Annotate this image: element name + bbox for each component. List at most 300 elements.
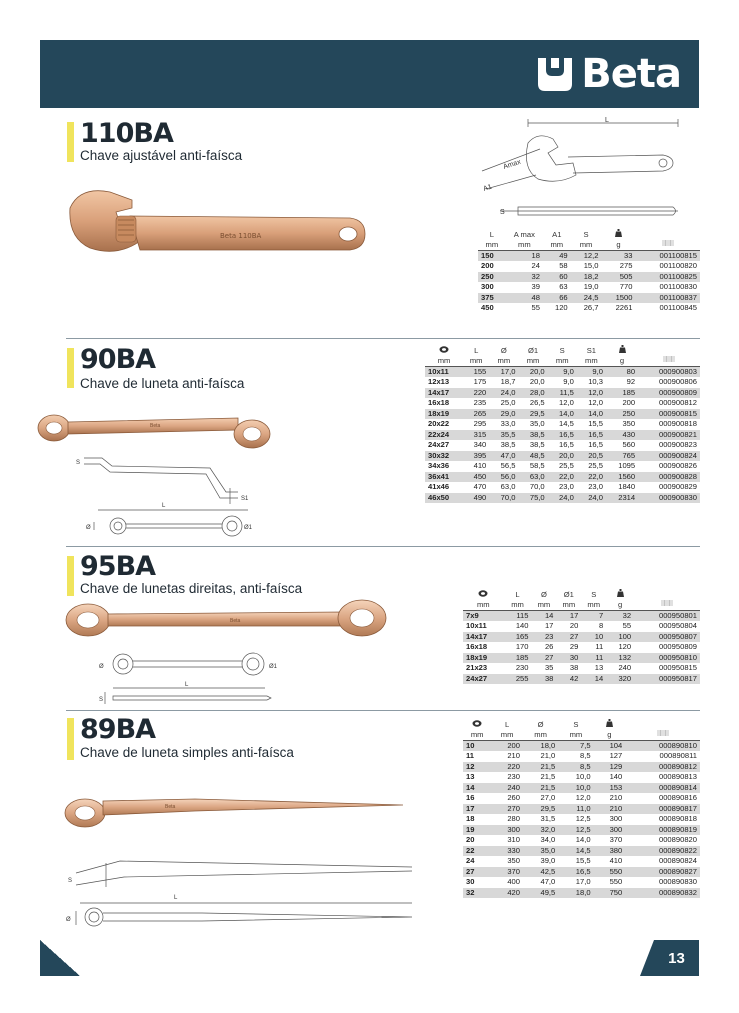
table-cell: 14,0 [577, 409, 606, 420]
table-cell: 000900818 [658, 419, 697, 428]
diagram-label-l: L [185, 682, 189, 688]
table-cell: 001100825 [635, 272, 700, 283]
table-row [463, 835, 700, 846]
svg-text:Beta: Beta [230, 618, 241, 624]
column-header: S mm [569, 719, 583, 739]
svg-text:Beta: Beta [165, 804, 176, 810]
table-cell: 11 [581, 653, 606, 664]
table-cell: 000900829 [658, 482, 697, 491]
table-cell: 000890817 [625, 804, 700, 815]
table-cell: 430 [606, 430, 638, 441]
table-cell: 000890816 [658, 793, 697, 802]
table-cell: 24x27 [463, 674, 504, 685]
table-cell: 18,7 [500, 377, 516, 386]
table-cell: 340 [473, 440, 487, 449]
wrench-icon [478, 590, 488, 597]
diagram-label-o: Ø [99, 664, 104, 670]
table-cell: 31,5 [540, 814, 556, 823]
table-cell: 2314 [606, 493, 638, 504]
double-ring-wrench-diagram [95, 648, 285, 708]
diagram-label-s: S [76, 460, 81, 466]
table-cell: 17 [544, 621, 554, 630]
table-cell: 10,0 [558, 783, 593, 794]
weight-icon [615, 229, 622, 237]
column-header [625, 718, 700, 740]
table-cell: 14,0 [575, 835, 591, 844]
table-cell: 17,0 [489, 366, 518, 377]
table-cell: 21,5 [523, 762, 558, 773]
table-row [463, 814, 700, 825]
table-row [463, 653, 700, 664]
table-cell: 000890820 [658, 835, 697, 844]
table-cell: 38 [569, 663, 579, 672]
table-row [463, 751, 700, 762]
table-cell: 36x41 [425, 472, 463, 483]
table-cell: 58 [559, 261, 568, 270]
table-cell: 000950801 [634, 610, 700, 621]
table-cell: 8 [598, 621, 604, 630]
table-row [463, 762, 700, 773]
weight-icon [617, 589, 624, 597]
title-accent-bar [67, 122, 74, 162]
table-cell: 25,5 [588, 461, 603, 470]
section-divider [66, 546, 700, 547]
column-header: g [606, 588, 634, 610]
svg-text:Beta 110BA: Beta 110BA [220, 232, 262, 240]
table-cell: 7,5 [558, 740, 593, 751]
table-cell: 450 [463, 472, 489, 483]
table-cell: 27 [463, 867, 491, 878]
offset-ring-wrench-diagram [70, 452, 260, 540]
table-cell: 350 [622, 419, 636, 428]
table-cell: 34x36 [428, 461, 450, 470]
table-cell: 15,5 [575, 856, 591, 865]
table-cell: 13 [594, 663, 604, 672]
table-cell: 23,0 [588, 482, 603, 491]
table-cell: 18x19 [425, 409, 463, 420]
table-cell: 000950804 [658, 621, 697, 630]
table-cell: 25,0 [500, 398, 516, 407]
table-cell: 66 [543, 293, 571, 304]
table-cell: 14x17 [463, 632, 504, 643]
table-cell: 000890814 [625, 783, 700, 794]
table-cell: 35,5 [489, 430, 518, 441]
title-accent-bar [67, 348, 74, 388]
table-cell: 000890827 [625, 867, 700, 878]
diagram-label-l: L [605, 117, 609, 124]
table-row [463, 846, 700, 857]
table-cell: 200 [481, 261, 494, 270]
table-row [425, 451, 700, 462]
adjustable-wrench-diagram [478, 113, 703, 225]
table-cell: 33,0 [500, 419, 516, 428]
diagram-label-l: L [174, 895, 178, 901]
table-row [463, 888, 700, 899]
diagram-label-o1: Ø1 [244, 525, 253, 531]
table-cell: 210 [609, 793, 623, 802]
table-cell: 770 [619, 282, 633, 291]
table-cell: 000890819 [625, 825, 700, 836]
table-cell: 2261 [615, 303, 633, 312]
double-ring-wrench-image [60, 596, 390, 646]
table-cell: 310 [507, 835, 520, 844]
page-number-text: 13 [668, 949, 685, 967]
table-cell: 12,5 [558, 825, 593, 836]
table-row [463, 793, 700, 804]
table-cell: 22,0 [577, 472, 606, 483]
table-cell: 20 [466, 835, 475, 844]
product-code-110ba: 110BA [80, 118, 173, 149]
table-cell: 300 [481, 282, 494, 291]
table-cell: 470 [473, 482, 487, 491]
table-cell: 000890813 [658, 772, 697, 781]
table-cell: 12,5 [575, 814, 591, 823]
table-cell: 80 [606, 366, 638, 377]
table-cell: 129 [594, 762, 626, 773]
table-cell: 12,2 [571, 250, 602, 261]
table-cell: 28,0 [518, 388, 547, 399]
table-row [463, 772, 700, 783]
table-cell: 235 [473, 398, 487, 407]
table-cell: 10 [463, 740, 491, 751]
table-cell: 18 [466, 814, 475, 823]
table-cell: 24,0 [577, 493, 606, 504]
table-cell: 18x19 [463, 653, 504, 664]
table-cell: 350 [507, 856, 520, 865]
table-cell: 38,5 [500, 440, 516, 449]
table-cell: 420 [491, 888, 523, 899]
product-name-110ba: Chave ajustável anti-faísca [80, 148, 243, 163]
table-cell: 17 [463, 804, 491, 815]
table-cell: 16,5 [548, 430, 577, 441]
table-cell: 75,0 [518, 493, 547, 504]
table-cell: 26,7 [583, 303, 599, 312]
table-cell: 270 [491, 804, 523, 815]
table-cell: 14 [463, 783, 491, 794]
table-cell: 000950809 [658, 642, 697, 651]
table-cell: 19 [463, 825, 491, 836]
column-header: L mm [469, 345, 483, 365]
table-cell: 35 [544, 663, 554, 672]
table-cell: 000950817 [634, 674, 700, 685]
table-row [425, 398, 700, 409]
table-cell: 165 [504, 632, 532, 643]
table-cell: 16,5 [577, 430, 606, 441]
table-cell: 21x23 [466, 663, 488, 672]
barcode-icon [661, 600, 673, 607]
table-cell: 115 [504, 610, 532, 621]
table-cell: 250 [606, 409, 638, 420]
diagram-label-s1: S1 [241, 496, 249, 502]
table-row [463, 642, 700, 653]
table-cell: 20,0 [529, 377, 545, 386]
table-cell: 295 [473, 419, 487, 428]
table-cell: 170 [515, 642, 529, 651]
table-cell: 1500 [601, 293, 635, 304]
column-header: mm [463, 588, 504, 610]
table-cell: 210 [507, 751, 520, 760]
table-row [425, 409, 700, 420]
diagram-label-a1: A1 [482, 183, 493, 193]
table-cell: 000900809 [638, 388, 700, 399]
table-cell: 11,5 [548, 388, 577, 399]
table-cell: 30 [556, 653, 581, 664]
table-cell: 550 [594, 867, 626, 878]
table-row [478, 282, 700, 293]
table-cell: 14,5 [559, 419, 574, 428]
table-cell: 185 [606, 388, 638, 399]
table-cell: 200 [622, 398, 636, 407]
title-accent-bar [67, 556, 74, 596]
table-cell: 330 [491, 846, 523, 857]
table-cell: 9,0 [548, 366, 577, 377]
header-band [40, 40, 699, 108]
table-cell: 30x32 [425, 451, 463, 462]
table-cell: 315 [463, 430, 489, 441]
table-row [463, 783, 700, 794]
table-cell: 10 [581, 632, 606, 643]
table-cell: 000900824 [638, 451, 700, 462]
table-cell: 14,0 [548, 409, 577, 420]
table-cell: 375 [478, 293, 506, 304]
table-cell: 16,5 [558, 867, 593, 878]
table-cell: 750 [594, 888, 626, 899]
table-cell: 14 [581, 674, 606, 685]
table-cell: 42 [556, 674, 581, 685]
table-cell: 14,5 [558, 846, 593, 857]
table-cell: 63,0 [500, 482, 516, 491]
product-code-90ba: 90BA [80, 344, 156, 375]
table-row [478, 261, 700, 272]
spec-table-89ba [463, 718, 700, 898]
table-cell: 240 [618, 663, 632, 672]
table-cell: 7 [581, 610, 606, 621]
table-cell: 16 [466, 793, 475, 802]
table-cell: 18 [506, 250, 543, 261]
table-cell: 1560 [606, 472, 638, 483]
offset-ring-wrench-image [30, 400, 290, 460]
diagram-label-amax: Amax [502, 158, 522, 171]
table-row [425, 472, 700, 483]
table-cell: 000950810 [634, 653, 700, 664]
table-row [463, 674, 700, 685]
column-header: A1 mm [550, 229, 564, 249]
table-cell: 27,0 [540, 793, 556, 802]
barcode-icon [663, 356, 675, 363]
table-cell: 210 [594, 804, 626, 815]
column-header: Ø mm [497, 345, 511, 365]
diagram-label-s: S [68, 878, 73, 884]
table-row [425, 440, 700, 451]
table-cell: 30 [466, 877, 475, 886]
table-cell: 14x17 [425, 388, 463, 399]
table-cell: 230 [515, 663, 529, 672]
table-cell: 12,0 [575, 793, 591, 802]
column-header: Ø1 mm [526, 345, 540, 365]
table-cell: 24,0 [489, 388, 518, 399]
table-cell: 000890812 [625, 762, 700, 773]
table-cell: 20x22 [428, 419, 450, 428]
table-cell: 000950815 [658, 663, 697, 672]
column-header: mm [425, 344, 463, 366]
table-cell: 63,0 [518, 472, 547, 483]
table-cell: 12,0 [588, 398, 603, 407]
table-cell: 49 [543, 250, 571, 261]
section-divider [66, 710, 700, 711]
table-cell: 000900826 [658, 461, 697, 470]
table-cell: 8,5 [579, 751, 591, 760]
table-cell: 300 [594, 825, 626, 836]
column-header: S mm [555, 345, 569, 365]
wrench-icon [472, 720, 482, 727]
table-cell: 1840 [618, 482, 636, 491]
table-cell: 14 [531, 610, 556, 621]
table-cell: 24,0 [548, 493, 577, 504]
table-cell: 140 [515, 621, 529, 630]
table-cell: 22 [463, 846, 491, 857]
table-row [463, 632, 700, 643]
table-cell: 32 [463, 888, 491, 899]
table-cell: 300 [491, 825, 523, 836]
table-row [463, 825, 700, 836]
table-cell: 29,5 [518, 409, 547, 420]
table-cell: 70,0 [489, 493, 518, 504]
column-header: Ø mm [534, 719, 547, 739]
column-header: L mm [485, 229, 499, 249]
table-cell: 150 [478, 250, 506, 261]
table-row [463, 804, 700, 815]
table-cell: 48,5 [518, 451, 547, 462]
table-cell: 18,0 [558, 888, 593, 899]
table-cell: 120 [554, 303, 568, 312]
table-cell: 153 [594, 783, 626, 794]
table-cell: 320 [606, 674, 634, 685]
table-cell: 39 [531, 282, 540, 291]
table-cell: 000900823 [658, 440, 697, 449]
weight-icon [619, 345, 626, 353]
barcode-icon [662, 240, 674, 247]
table-cell: 10x11 [425, 366, 463, 377]
table-cell: 55 [531, 303, 540, 312]
table-cell: 000900830 [638, 493, 700, 504]
column-header: mm [463, 718, 491, 740]
table-cell: 26,5 [529, 398, 545, 407]
table-cell: 000890811 [659, 751, 697, 760]
table-row [478, 272, 700, 283]
table-cell: 20,0 [518, 366, 547, 377]
table-cell: 000890810 [625, 740, 700, 751]
table-cell: 140 [609, 772, 623, 781]
table-cell: 16,5 [559, 440, 574, 449]
table-cell: 230 [507, 772, 520, 781]
diagram-label-o: Ø [86, 525, 91, 531]
table-cell: 12,0 [559, 398, 574, 407]
table-cell: 001100820 [659, 261, 697, 270]
table-cell: 47,0 [540, 877, 556, 886]
spec-table-95ba [463, 588, 700, 684]
table-cell: 60 [543, 272, 571, 283]
table-row [478, 293, 700, 304]
table-cell: 23 [531, 632, 556, 643]
table-cell: 56,0 [489, 472, 518, 483]
table-cell: 000900815 [638, 409, 700, 420]
table-cell: 29,5 [523, 804, 558, 815]
column-header: g [606, 344, 638, 366]
table-cell: 58,5 [529, 461, 545, 470]
table-cell: 185 [504, 653, 532, 664]
table-cell: 000890832 [625, 888, 700, 899]
page-number [654, 940, 699, 976]
table-row [463, 867, 700, 878]
table-cell: 12,0 [577, 388, 606, 399]
table-cell: 127 [609, 751, 623, 760]
table-cell: 63 [559, 282, 568, 291]
table-cell: 000900821 [638, 430, 700, 441]
title-accent-bar [67, 718, 74, 760]
diagram-label-o: Ø [66, 917, 71, 923]
table-cell: 490 [463, 493, 489, 504]
beta-logo-icon [535, 54, 575, 94]
table-cell: 29,0 [489, 409, 518, 420]
table-cell: 000900806 [658, 377, 697, 386]
column-header: S mm [579, 229, 593, 249]
table-cell: 29 [569, 642, 579, 651]
table-cell: 410 [609, 856, 623, 865]
table-cell: 200 [491, 740, 523, 751]
table-cell: 000900828 [638, 472, 700, 483]
table-cell: 21,0 [540, 751, 556, 760]
table-cell: 16x18 [428, 398, 450, 407]
table-cell: 000890824 [658, 856, 697, 865]
table-cell: 11 [466, 751, 475, 760]
table-cell: 260 [507, 793, 520, 802]
table-cell: 001100830 [659, 282, 697, 291]
table-cell: 380 [594, 846, 626, 857]
table-cell: 70,0 [529, 482, 545, 491]
spec-table-110ba [478, 228, 700, 314]
table-cell: 300 [609, 814, 623, 823]
table-cell: 120 [618, 642, 632, 651]
table-cell: 255 [504, 674, 532, 685]
table-row [425, 388, 700, 399]
table-cell: 450 [481, 303, 494, 312]
product-name-89ba: Chave de luneta simples anti-faísca [80, 745, 294, 760]
table-cell: 175 [473, 377, 487, 386]
table-cell: 275 [619, 261, 633, 270]
table-cell: 1095 [618, 461, 636, 470]
table-cell: 11,0 [558, 804, 593, 815]
table-cell: 550 [609, 877, 623, 886]
table-cell: 000890830 [658, 877, 697, 886]
footer-corner [40, 940, 80, 976]
table-cell: 12 [463, 762, 491, 773]
table-cell: 18,2 [571, 272, 602, 283]
table-cell: 34,0 [540, 835, 556, 844]
table-cell: 55 [622, 621, 632, 630]
table-cell: 265 [463, 409, 489, 420]
podger-ring-wrench-image [55, 785, 407, 835]
table-cell: 12x13 [428, 377, 450, 386]
column-header: L mm [511, 589, 524, 609]
table-cell: 32 [606, 610, 634, 621]
product-code-89ba: 89BA [80, 714, 156, 745]
table-cell: 15,0 [583, 261, 599, 270]
table-cell: 20,5 [577, 451, 606, 462]
table-cell: 38,5 [518, 430, 547, 441]
table-row [463, 877, 700, 888]
table-cell: 48 [506, 293, 543, 304]
table-cell: 000900803 [638, 366, 700, 377]
